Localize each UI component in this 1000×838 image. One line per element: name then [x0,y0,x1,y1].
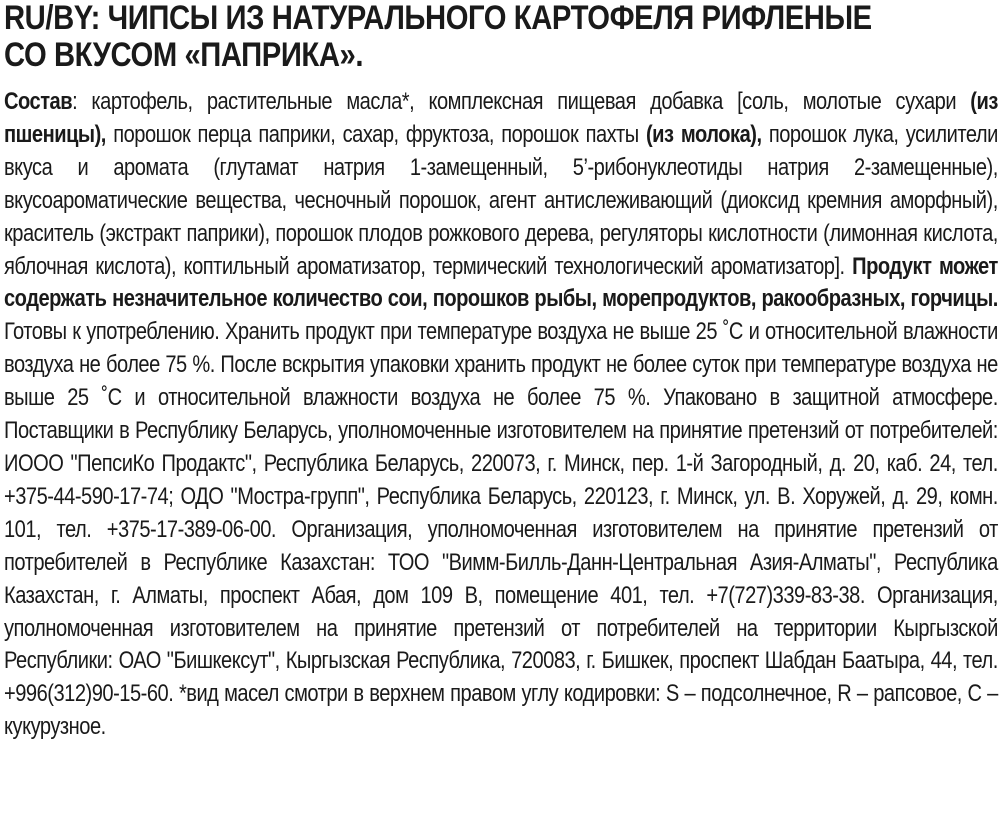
composition-label: Состав [4,88,73,115]
allergen-milk: (из молока), [645,120,762,148]
product-label [4,0,998,744]
composition-paragraph [4,86,998,744]
composition-text-1: : картофель, растительные масла*, комплексная пищевая добавка [соль, молотые сухари [72,88,971,115]
title-line-2: СО ВКУСОМ «ПАПРИКА». [4,36,364,74]
storage-and-supplier-info: Готовы к употреблению. Хранить продукт при температуре воздуха не выше 25 ˚С и относительной влажности воздуха не более 75 %. После вскрытия упаковки хранить продукт не более суток при температуре воздуха не выше 25 ˚С и относительной влажности воздуха не более 75 %. Упаковано в защитной атмосфере. Поставщики в Республику Беларусь, уполномоченные изготовителем на принятие претензий от потребителей: ИООО "ПепсиКо Продактс", Республика Беларусь, 220073, г. Минск, пер. 1-й Загородный, д. 20, каб. 24, тел. +375-44-590-17-74; ОДО "Мостра-групп", Республика Беларусь, 220123, г. Минск, ул. В. Хоружей, д. 29, комн. 101, тел. +375-17-389-06-00. Организация, уполномоченная изготовителем на принятие претензий от потребителей в Республике Казахстан: ТОО "Вимм-Билль-Данн-Центральная Азия-Алматы", Республика Казахстан, г. Алматы, проспект Абая, дом 109 В, помещение 401, тел. +7(727)339-83-38. Организация, уполномоченная изготовителем на принятие претензий от потребителей на территории Кыргызской Республики: ОАО "Бишкексут", Кыргызская Республика, 720083, г. Бишкек, проспект Шабдан Баатыра, 44, тел. +996(312)90-15-60. *вид масел смотри в верхнем правом углу кодировки: S – подсолнечное, R – рапсовое, С – кукурузное. [4,318,998,741]
product-title [4,0,993,74]
allergen-warning: Продукт может содержать незначительное количество сои, порошков рыбы, морепродуктов, ракообразных, горчицы. [4,252,998,313]
composition-text-2: порошок перца паприки, сахар, фруктоза, порошок пахты [105,120,646,148]
allergen-wheat: (из пшеницы), [4,88,998,148]
title-line-1: RU/BY: ЧИПСЫ ИЗ НАТУРАЛЬНОГО КАРТОФЕЛЯ РИФЛЕНЫЕ [4,0,872,37]
composition-text-3: порошок лука, усилители вкуса и аромата (глутамат натрия 1-замещенный, 5’-рибонуклеотиды натрия 2-замещенные), вкусоароматические вещества, чесночный порошок, агент антислеживающий (диоксид кремния аморфный), краситель (экстракт паприки), порошок плодов рожкового дерева, регуляторы кислотности (лимонная кислота, яблочная кислота), коптильный ароматизатор, термический технологический ароматизатор]. [4,120,998,280]
